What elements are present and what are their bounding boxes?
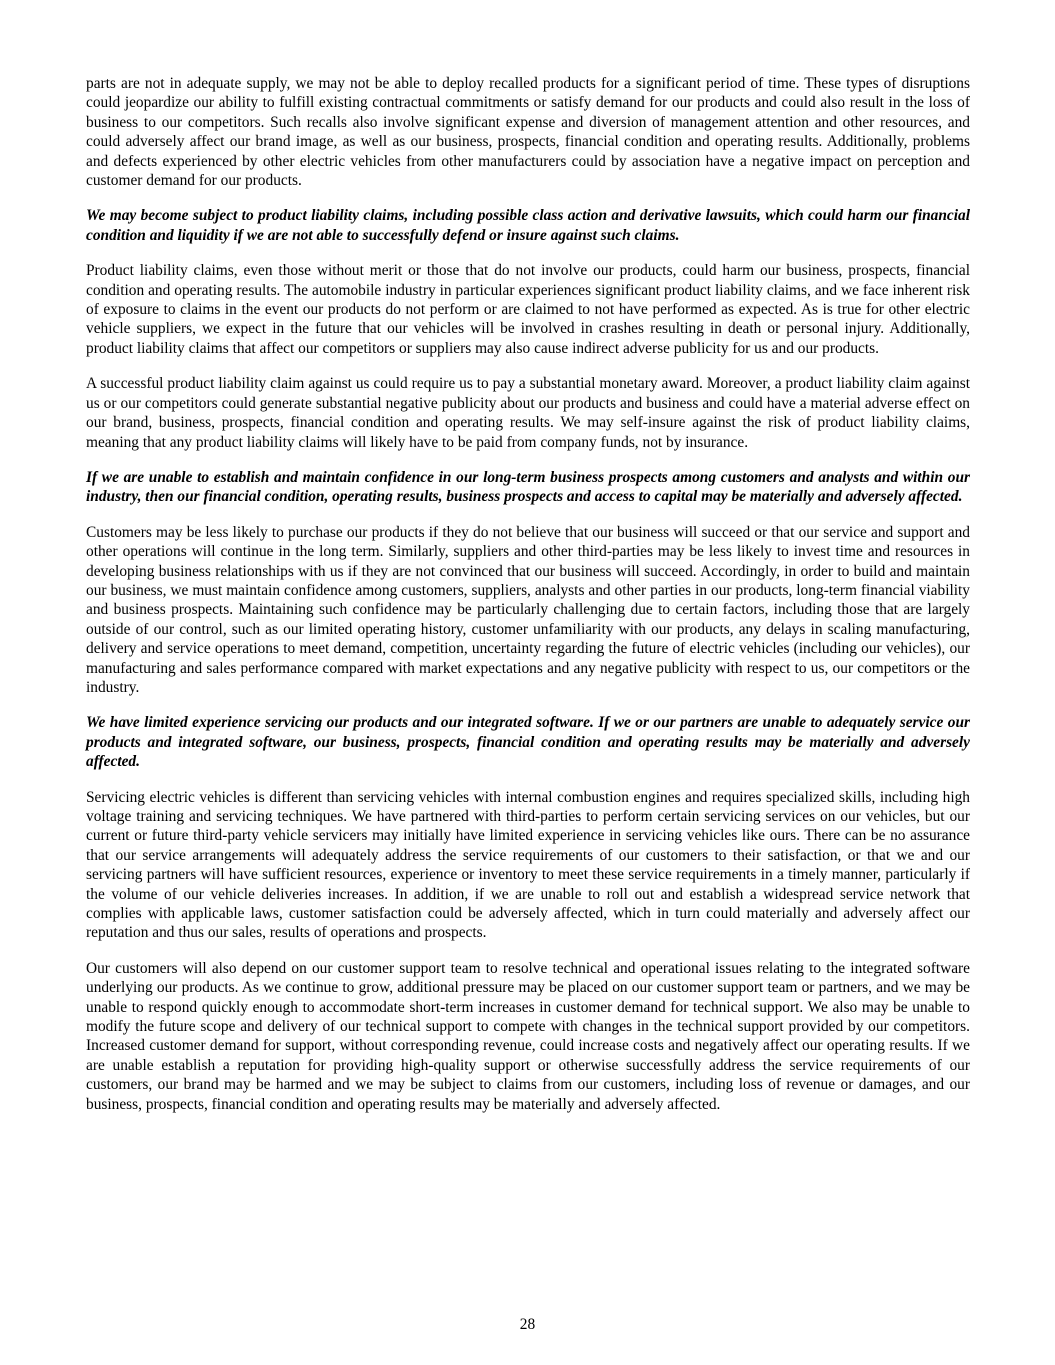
document-body xyxy=(86,74,970,1130)
paragraph-recall-supply: parts are not in adequate supply, we may not be able to deploy recalled products for a significant period of time. These types of disruptions could jeopardize our ability to fulfill existing contractual commitments or satisfy demand for our products and could also result in the loss of business to our competitors. Such recalls also involve significant expense and diversion of management attention and other resources, and could adversely affect our brand image, as well as our business, prospects, financial condition and operating results. Additionally, problems and defects experienced by other electric vehicles from other manufacturers could by association have a negative impact on perception and customer demand for our products. xyxy=(86,75,970,190)
paragraph-customer-confidence: Customers may be less likely to purchase our products if they do not believe that our business will succeed or that our service and support and other operations will continue in the long term. Similarly, suppliers and other third-parties may be less likely to invest time and resources in developing business relationships with us if they are not convinced that our business will succeed. Accordingly, in order to build and maintain our business, we must maintain confidence among customers, suppliers, analysts and other parties in our products, long-term financial viability and business prospects. Maintaining such confidence may be particularly challenging due to certain factors, including those that are largely outside of our control, such as our limited operating history, customer unfamiliarity with our products, any delays in scaling manufacturing, delivery and service operations to meet demand, competition, uncertainty regarding the future of electric vehicles (including our vehicles), our manufacturing and sales performance compared with market expectations and any negative publicity with respect to us, our competitors or the industry. xyxy=(86,523,970,696)
paragraph-liability-award: A successful product liability claim against us could require us to pay a substantial monetary award. Moreover, a product liability claim against us or our competitors could generate substantial negative publicity about our products and business and could have a material adverse effect on our brand, business, prospects, financial condition and operating results. We may self-insure against the risk of product liability claims, meaning that any product liability claims will likely have to be paid from company funds, not by insurance. xyxy=(86,375,970,451)
heading-servicing-experience: We have limited experience servicing our products and our integrated software. If we or our partners are unable to adequately service our products and integrated software, our business, prospects, financial condition and operating results may be materially and adversely affected. xyxy=(86,714,970,771)
heading-business-confidence: If we are unable to establish and maintain confidence in our long-term business prospects among customers and analysts and within our industry, then our financial condition, operating results, business prospects and access to capital may be materially and adversely affected. xyxy=(86,468,970,506)
paragraph-servicing-vehicles: Servicing electric vehicles is different than servicing vehicles with internal combustion engines and requires specialized skills, including high voltage training and servicing techniques. We have partnered with third-parties to perform certain servicing services on our vehicles, but our current or future third-party vehicle servicers may initially have limited experience in servicing vehicles like ours. There can be no assurance that our service arrangements will adequately address the service requirements of our customers to their satisfaction, or that we and our servicing partners will have sufficient resources, experience or inventory to meet these service requirements in a timely manner, particularly if the volume of our vehicle deliveries increases. In addition, if we are unable to roll out and establish a widespread service network that complies with applicable laws, customer satisfaction could be adversely affected, which in turn could materially and adversely affect our reputation and thus our sales, results of operations and prospects. xyxy=(86,788,970,942)
paragraph-product-liability-claims: Product liability claims, even those without merit or those that do not involve our products, could harm our business, prospects, financial condition and operating results. The automobile industry in particular experiences significant product liability claims, and we face inherent risk of exposure to claims in the event our products do not perform or are claimed to not have performed as expected. As is true for other electric vehicle suppliers, we expect in the future that our vehicles will be involved in crashes resulting in death or personal injury. Additionally, product liability claims that affect our competitors or suppliers may also cause indirect adverse publicity for us and our products. xyxy=(86,262,970,357)
paragraph-customer-support: Our customers will also depend on our customer support team to resolve technical and operational issues relating to the integrated software underlying our products. As we continue to grow, additional pressure may be placed on our customer support team or partners, and we may be unable to respond quickly enough to accommodate short-term increases in customer demand for technical support. We also may be unable to modify the future scope and delivery of our technical support to compete with changes in the technical support provided by our competitors. Increased customer demand for support, without corresponding revenue, could increase costs and negatively affect our operating results. If we are unable establish a reputation for providing high-quality support or otherwise successfully address the service requirements of our customers, our brand may be harmed and we may be subject to claims from our customers, including loss of revenue or damages, and our business, prospects, financial condition and operating results may be materially and adversely affected. xyxy=(86,959,970,1113)
heading-product-liability: We may become subject to product liability claims, including possible class action and derivative lawsuits, which could harm our financial condition and liquidity if we are not able to successfully defend or insure against such claims. xyxy=(86,207,970,244)
page-number: 28 xyxy=(519,1316,536,1333)
